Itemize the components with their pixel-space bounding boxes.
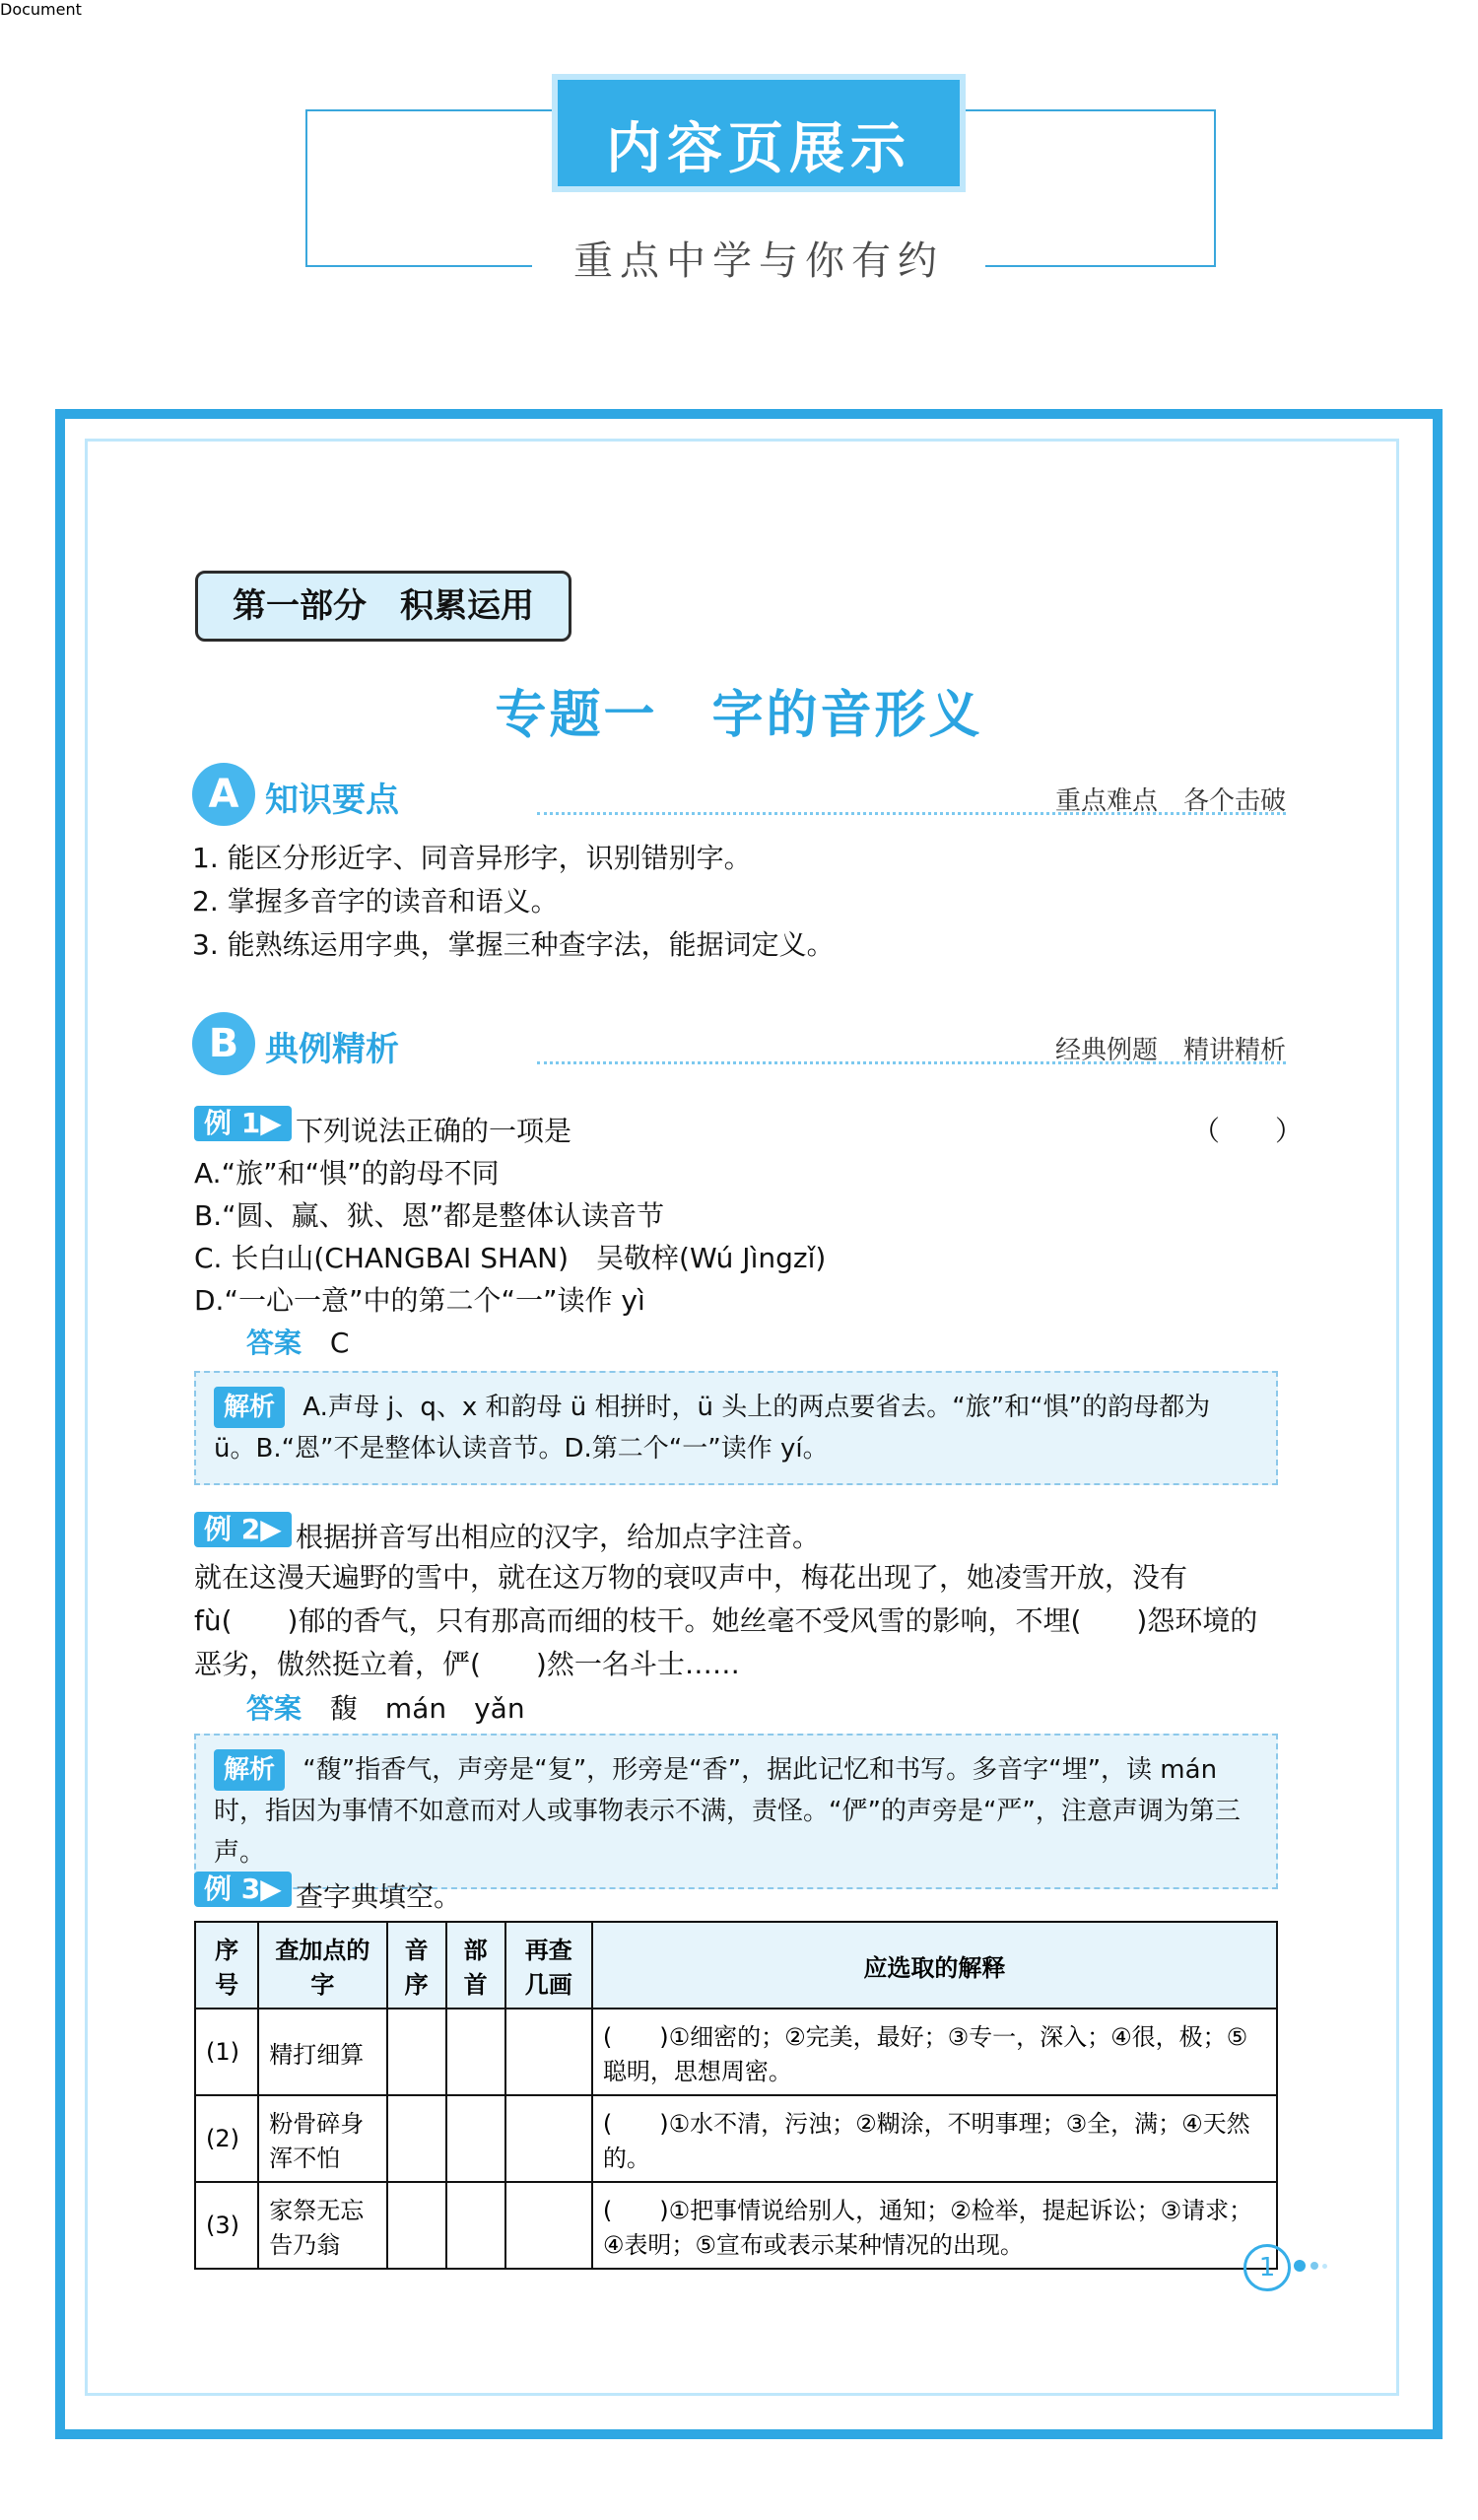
table-row <box>195 2182 1277 2269</box>
example-1-analysis-text: A.声母 j、q、x 和韵母 ü 相拼时，ü 头上的两点要省去。“旅”和“惧”的韵母都为 ü。B.“恩”不是整体认读音节。D.第二个“一”读作 yí。 <box>214 1393 1211 1464</box>
example-1-answer <box>246 1322 349 1361</box>
example-1-option-c: C. 长白山(CHANGBAI SHAN) 吴敬梓(Wú Jìngzǐ) <box>194 1242 827 1274</box>
section-b-icon: B <box>192 1012 255 1075</box>
table-cell: 家祭无忘告乃翁 <box>258 2182 386 2269</box>
example-2-analysis <box>194 1734 1278 1889</box>
example-2-analysis-label: 解析 <box>214 1749 285 1791</box>
section-a-item-3: 3. 能熟练运用字典，掌握三种查字法，能据词定义。 <box>192 928 835 961</box>
example-2-answer-label: 答案 <box>246 1692 302 1725</box>
section-a-icon: A <box>192 763 255 826</box>
topic-title: 专题一 字的音形义 <box>495 686 983 745</box>
table-cell: ( )①把事情说给别人，通知；②检举，提起诉讼；③请求；④表明；⑤宣布或表示某种情况的出现。 <box>592 2182 1277 2269</box>
example-1-answer-value: C <box>329 1327 350 1359</box>
example-3-question: 查字典填空。 <box>296 1880 462 1913</box>
table-cell: (2) <box>195 2095 258 2182</box>
section-a-right: 重点难点 各个击破 <box>1054 786 1286 816</box>
page-dot-icon <box>1322 2264 1327 2269</box>
table-cell: (3) <box>195 2182 258 2269</box>
table-row <box>195 2009 1277 2095</box>
example-2-analysis-text: “馥”指香气，声旁是“复”，形旁是“香”，据此记忆和书写。多音字“埋”，读 mán 时，指因为事情不如意而对人或事物表示不满，责怪。“俨”的声旁是“严”，注意声调为第三声。 <box>214 1755 1241 1868</box>
example-1-option-d: D.“一心一意”中的第二个“一”读作 yì <box>194 1284 645 1317</box>
example-1-option-b: B.“圆、赢、狱、恩”都是整体认读音节 <box>194 1199 665 1232</box>
table-cell[interactable] <box>446 2182 505 2269</box>
example-2-tag: 例 2▶ <box>194 1512 292 1547</box>
example-1-tag: 例 1▶ <box>194 1106 292 1141</box>
table-cell[interactable] <box>505 2095 592 2182</box>
table-cell: (1) <box>195 2009 258 2095</box>
header-title-box <box>552 74 966 192</box>
table-cell[interactable] <box>387 2009 446 2095</box>
table-cell[interactable] <box>505 2009 592 2095</box>
header-subtitle: 重点中学与你有约 <box>532 230 985 286</box>
example-1-analysis <box>194 1371 1278 1485</box>
example-3-table <box>194 1921 1278 2270</box>
table-cell[interactable] <box>387 2182 446 2269</box>
table-cell[interactable] <box>505 2182 592 2269</box>
table-cell[interactable] <box>387 2095 446 2182</box>
table-row <box>195 2095 1277 2182</box>
header-title: 内容页展示 <box>606 117 911 181</box>
section-a-item-2: 2. 掌握多音字的读音和语义。 <box>192 885 559 918</box>
example-2-answer <box>246 1687 525 1727</box>
table-cell: 精打细算 <box>258 2009 386 2095</box>
table-header: 音序 <box>387 1922 446 2009</box>
table-header: 再查几画 <box>505 1922 592 2009</box>
table-header: 应选取的解释 <box>592 1922 1277 2009</box>
example-1-question: 下列说法正确的一项是 <box>296 1115 572 1147</box>
part-label: 第一部分 积累运用 <box>233 586 534 626</box>
table-header: 部首 <box>446 1922 505 2009</box>
section-b-header <box>192 1012 1286 1083</box>
example-1-analysis-label: 解析 <box>214 1387 285 1428</box>
page-number: 1 <box>1243 2244 1291 2291</box>
section-b-divider <box>537 1061 1286 1064</box>
page <box>0 19 1478 2520</box>
section-a-divider <box>537 812 1286 815</box>
example-2-answer-value: 馥 mán yǎn <box>329 1692 525 1725</box>
example-1-blank: （ ） <box>1192 1115 1304 1147</box>
table-cell: ( )①水不清，污浊；②糊涂，不明事理；③全，满；④天然的。 <box>592 2095 1277 2182</box>
page-dot-icon <box>1294 2260 1306 2272</box>
example-1-answer-label: 答案 <box>246 1327 302 1359</box>
page-dot-icon <box>1310 2262 1318 2270</box>
section-b-right: 经典例题 精讲精析 <box>1054 1036 1286 1065</box>
table-cell: ( )①细密的；②完美，最好；③专一，深入；④很，极；⑤聪明，思想周密。 <box>592 2009 1277 2095</box>
example-3-tag: 例 3▶ <box>194 1872 292 1907</box>
table-header: 查加点的字 <box>258 1922 386 2009</box>
table-cell[interactable] <box>446 2009 505 2095</box>
table-cell[interactable] <box>446 2095 505 2182</box>
table-header: 序号 <box>195 1922 258 2009</box>
example-2-passage: 就在这漫天遍野的雪中，就在这万物的衰叹声中，梅花出现了，她凌雪开放，没有 fù( )郁的香气，只有那高而细的枝干。她丝毫不受风雪的影响，不埋( )怨环境的恶劣，傲然挺立着，俨( )然一名斗士…… <box>194 1561 1258 1680</box>
table-cell: 粉骨碎身浑不怕 <box>258 2095 386 2182</box>
table-header-row <box>195 1922 1277 2009</box>
example-2-question: 根据拼音写出相应的汉字，给加点字注音。 <box>296 1521 821 1553</box>
section-b-title: 典例精析 <box>265 1030 399 1069</box>
section-a-list <box>192 837 835 967</box>
example-1-option-a: A.“旅”和“惧”的韵母不同 <box>194 1157 500 1190</box>
section-a-title: 知识要点 <box>265 781 399 820</box>
section-a-item-1: 1. 能区分形近字、同音异形字，识别错别字。 <box>192 842 752 874</box>
section-a-header <box>192 763 1286 834</box>
part-label-box <box>195 571 571 642</box>
